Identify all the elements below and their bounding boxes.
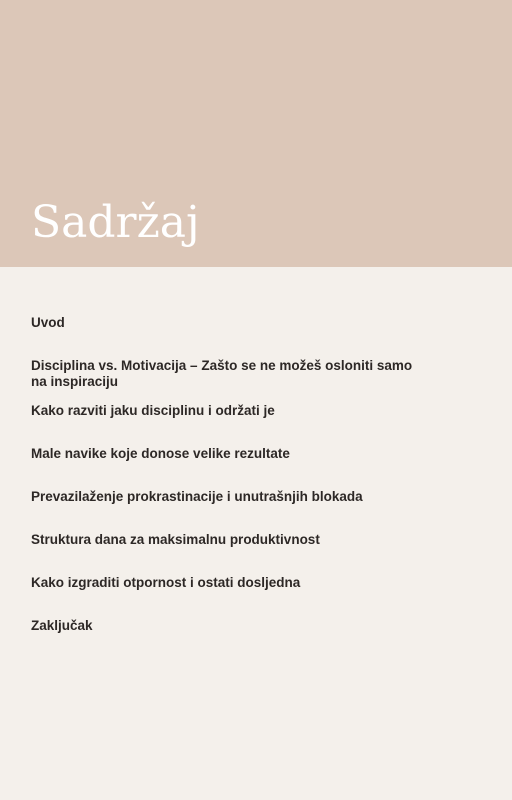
toc-item-razviti-disciplinu[interactable]: Kako razviti jaku disciplinu i održati je	[31, 403, 275, 418]
header-band	[0, 0, 512, 267]
toc-item-uvod[interactable]: Uvod	[31, 315, 65, 330]
toc-item-otpornost[interactable]: Kako izgraditi otpornost i ostati dosljedna	[31, 575, 301, 590]
toc-item-disciplina-vs-motivacija[interactable]: Disciplina vs. Motivacija – Zašto se ne možeš osloniti samo na inspiraciju	[31, 358, 413, 389]
toc-item-zakljucak[interactable]: Zaključak	[31, 618, 93, 633]
toc-item-struktura-dana[interactable]: Struktura dana za maksimalnu produktivnost	[31, 532, 320, 547]
toc-item-prokrastinacija[interactable]: Prevazilaženje prokrastinacije i unutrašnjih blokada	[31, 489, 363, 504]
toc-item-male-navike[interactable]: Male navike koje donose velike rezultate	[31, 446, 290, 461]
page-title: Sadržaj	[31, 197, 200, 248]
